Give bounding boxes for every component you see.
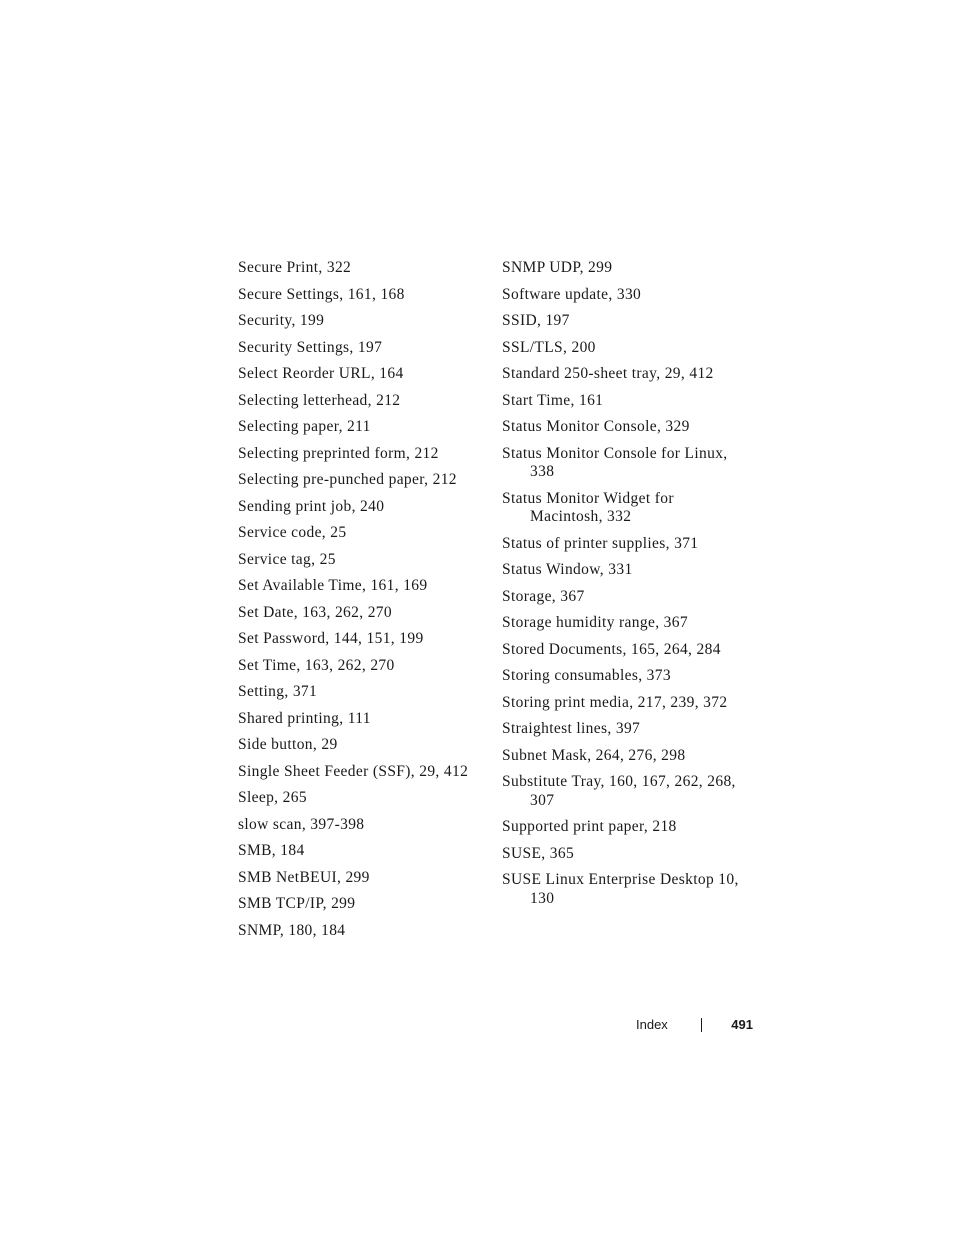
index-entry: Service code, 25 — [238, 524, 347, 541]
index-entry: SUSE, 365 — [502, 844, 575, 862]
index-column-left — [238, 259, 488, 948]
index-entry: SNMP UDP, 299 — [502, 259, 613, 276]
index-entry: Secure Settings, 161, 168 — [238, 285, 405, 303]
index-entry: Status Window, 331 — [502, 561, 633, 578]
index-entry: SSID, 197 — [502, 312, 570, 329]
page-footer — [600, 1016, 753, 1034]
index-entry: Secure Print, 322 — [238, 259, 352, 276]
index-entry: Select Reorder URL, 164 — [238, 365, 404, 382]
index-entry: Side button, 29 — [238, 736, 338, 753]
index-entry: SUSE Linux Enterprise Desktop 10, 130 — [502, 871, 739, 907]
index-entry: Storage, 367 — [502, 587, 585, 605]
index-entry: Security Settings, 197 — [238, 338, 383, 356]
index-entry: Set Available Time, 161, 169 — [238, 577, 428, 594]
index-entry: Status of printer supplies, 371 — [502, 534, 699, 552]
index-entry: Selecting paper, 211 — [238, 418, 371, 435]
index-entry: Selecting pre-punched paper, 212 — [238, 471, 457, 488]
index-entry: Single Sheet Feeder (SSF), 29, 412 — [238, 762, 469, 780]
page-number: 491 — [731, 1017, 753, 1032]
index-entry: Straightest lines, 397 — [502, 720, 641, 737]
index-entry: Start Time, 161 — [502, 391, 604, 409]
index-entry: Status Monitor Console for Linux, 338 — [502, 444, 728, 480]
index-entry: Storing consumables, 373 — [502, 667, 671, 684]
index-entry: SSL/TLS, 200 — [502, 338, 596, 356]
index-entry: Shared printing, 111 — [238, 709, 371, 727]
index-entry: SMB NetBEUI, 299 — [238, 868, 370, 886]
index-entry: SNMP, 180, 184 — [238, 921, 346, 939]
index-entry: Substitute Tray, 160, 167, 262, 268, 307 — [502, 773, 736, 809]
index-entry: Standard 250-sheet tray, 29, 412 — [502, 365, 714, 382]
index-column-right — [502, 259, 742, 916]
index-entry: Selecting letterhead, 212 — [238, 391, 401, 409]
index-entry: Sleep, 265 — [238, 789, 307, 806]
index-entry: Set Time, 163, 262, 270 — [238, 656, 395, 674]
index-entry: Sending print job, 240 — [238, 497, 385, 515]
index-entry: Software update, 330 — [502, 285, 642, 303]
index-entry: slow scan, 397-398 — [238, 815, 365, 833]
index-entry: Set Date, 163, 262, 270 — [238, 603, 392, 621]
index-entry: Set Password, 144, 151, 199 — [238, 630, 424, 647]
index-entry: SMB, 184 — [238, 842, 305, 859]
footer-section-label: Index — [636, 1017, 668, 1032]
index-entry: Service tag, 25 — [238, 550, 336, 568]
index-entry: Subnet Mask, 264, 276, 298 — [502, 746, 686, 764]
index-entry: Status Monitor Widget for Macintosh, 332 — [502, 489, 674, 525]
index-entry: SMB TCP/IP, 299 — [238, 895, 356, 912]
index-entry: Supported print paper, 218 — [502, 818, 677, 835]
index-entry: Selecting preprinted form, 212 — [238, 444, 439, 462]
index-entry: Stored Documents, 165, 264, 284 — [502, 640, 721, 658]
footer-divider — [701, 1018, 702, 1032]
index-entry: Storage humidity range, 367 — [502, 614, 688, 631]
index-entry: Setting, 371 — [238, 683, 318, 700]
index-entry: Security, 199 — [238, 312, 325, 329]
index-entry: Status Monitor Console, 329 — [502, 418, 690, 435]
index-entry: Storing print media, 217, 239, 372 — [502, 693, 728, 711]
